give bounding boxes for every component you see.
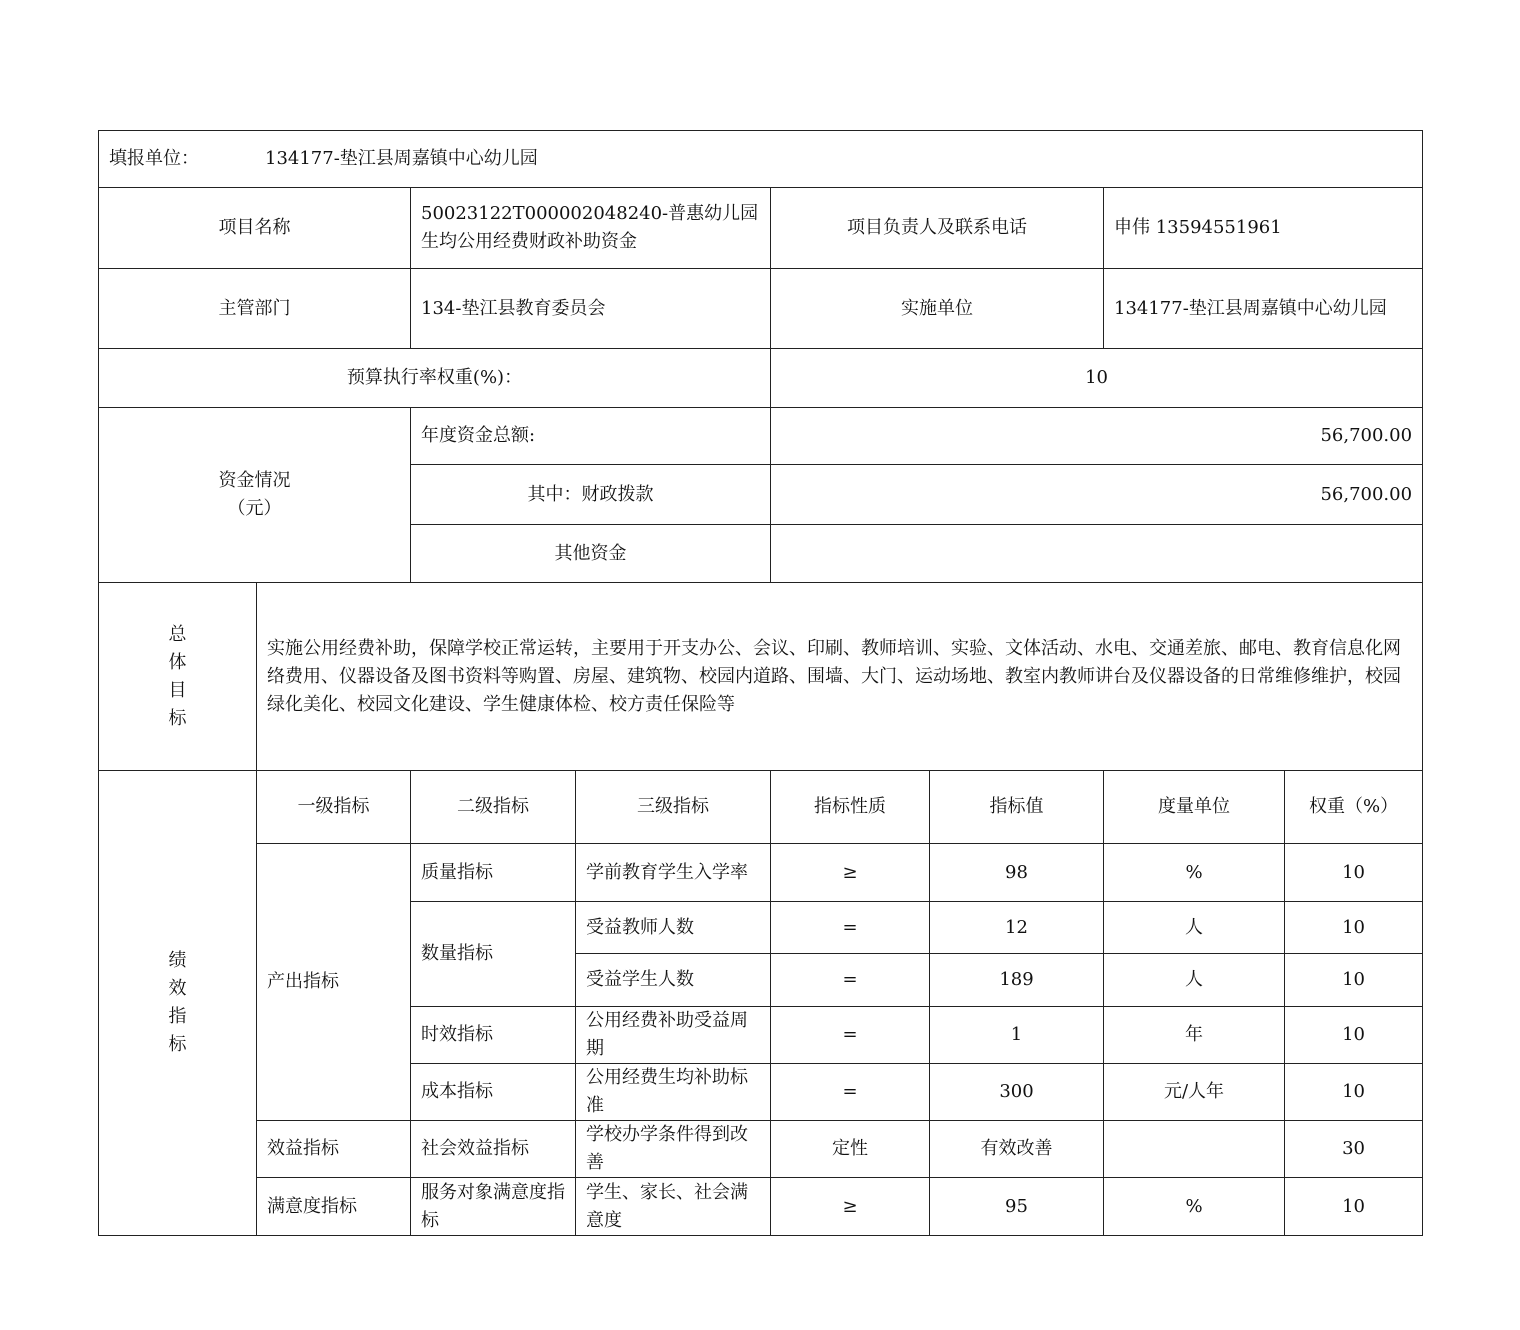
indicator-value: 189: [930, 954, 1104, 1007]
funds-total-label: 年度资金总额:: [411, 408, 771, 465]
funds-fiscal-label: 其中：财政拨款: [411, 465, 771, 525]
funds-other-label: 其他资金: [411, 525, 771, 583]
overall-goal-label: [99, 583, 257, 771]
indicator-nature: =: [771, 1007, 930, 1064]
level3-name: 公用经费生均补助标准: [576, 1064, 771, 1121]
level2-quality: 质量指标: [411, 844, 576, 902]
department-value: 134-垫江县教育委员会: [411, 269, 771, 349]
header-value: 指标值: [930, 771, 1104, 844]
level2-social: 社会效益指标: [411, 1121, 576, 1178]
project-name-row: [99, 188, 1423, 269]
overall-goal-label-char: 标: [168, 707, 187, 729]
level1-benefit: 效益指标: [257, 1121, 411, 1178]
indicator-weight: 30: [1285, 1121, 1423, 1178]
indicator-value: 1: [930, 1007, 1104, 1064]
indicator-unit: 年: [1104, 1007, 1285, 1064]
indicator-unit: 人: [1104, 902, 1285, 954]
reporting-unit-row: [99, 131, 1423, 188]
level3-name: 公用经费补助受益周期: [576, 1007, 771, 1064]
table-row: [99, 844, 1423, 902]
performance-label-char: 标: [168, 1034, 187, 1055]
funds-total-value: 56,700.00: [771, 408, 1423, 465]
funds-other-value: [771, 525, 1423, 583]
header-level1: 一级指标: [257, 771, 411, 844]
header-weight: 权重（%）: [1285, 771, 1423, 844]
performance-label: [99, 771, 257, 1236]
header-nature: 指标性质: [771, 771, 930, 844]
level3-name: 学生、家长、社会满意度: [576, 1178, 771, 1236]
level2-quantity: 数量指标: [411, 902, 576, 1007]
budget-weight-row: [99, 349, 1423, 408]
level2-cost: 成本指标: [411, 1064, 576, 1121]
overall-goal-row: [99, 583, 1423, 771]
indicator-nature: =: [771, 1064, 930, 1121]
form-table: [98, 130, 1423, 1236]
indicator-value: 有效改善: [930, 1121, 1104, 1178]
header-level3: 三级指标: [576, 771, 771, 844]
indicator-nature: ≥: [771, 844, 930, 902]
indicator-unit: 人: [1104, 954, 1285, 1007]
indicator-value: 98: [930, 844, 1104, 902]
project-owner-label: 项目负责人及联系电话: [771, 188, 1104, 269]
performance-header-row: [99, 771, 1423, 844]
implementing-unit-value: 134177-垫江县周嘉镇中心幼儿园: [1104, 269, 1423, 349]
indicator-nature: =: [771, 954, 930, 1007]
overall-goal-text: 实施公用经费补助，保障学校正常运转，主要用于开支办公、会议、印刷、教师培训、实验、文体活动、水电、交通差旅、邮电、教育信息化网络费用、仪器设备及图书资料等购置、房屋、建筑物、校园内道路、围墙、大门、运动场地、教室内教师讲台及仪器设备的日常维修维护，校园绿化美化、校园文化建设、学生健康体检、校方责任保险等: [257, 583, 1423, 771]
header-unit: 度量单位: [1104, 771, 1285, 844]
level3-name: 学前教育学生入学率: [576, 844, 771, 902]
indicator-unit: %: [1104, 1178, 1285, 1236]
level2-service: 服务对象满意度指标: [411, 1178, 576, 1236]
department-label: 主管部门: [99, 269, 411, 349]
funds-label-line2: （元）: [227, 498, 282, 519]
indicator-weight: 10: [1285, 1178, 1423, 1236]
funds-label: [99, 408, 411, 583]
overall-goal-label-char: 目: [168, 679, 187, 701]
level1-output: 产出指标: [257, 844, 411, 1121]
indicator-value: 95: [930, 1178, 1104, 1236]
indicator-nature: ≥: [771, 1178, 930, 1236]
reporting-unit-value: 134177-垫江县周嘉镇中心幼儿园: [265, 148, 538, 169]
table-row: [99, 1121, 1423, 1178]
performance-label-char: 绩: [168, 950, 187, 971]
indicator-value: 12: [930, 902, 1104, 954]
level2-timeliness: 时效指标: [411, 1007, 576, 1064]
indicator-nature: 定性: [771, 1121, 930, 1178]
table-row: [99, 1178, 1423, 1236]
level3-name: 学校办学条件得到改善: [576, 1121, 771, 1178]
level3-name: 受益学生人数: [576, 954, 771, 1007]
funds-label-line1: 资金情况: [218, 470, 291, 491]
indicator-weight: 10: [1285, 1064, 1423, 1121]
indicator-nature: =: [771, 902, 930, 954]
indicator-weight: 10: [1285, 954, 1423, 1007]
overall-goal-label-char: 总: [168, 623, 187, 645]
indicator-weight: 10: [1285, 1007, 1423, 1064]
reporting-unit-label: 填报单位：: [109, 148, 199, 169]
performance-form: [98, 130, 1422, 1236]
performance-label-char: 效: [168, 978, 187, 999]
project-owner-value: 申伟 13594551961: [1104, 188, 1423, 269]
performance-label-char: 指: [168, 1006, 187, 1027]
project-name-label: 项目名称: [99, 188, 411, 269]
level3-name: 受益教师人数: [576, 902, 771, 954]
indicator-unit: [1104, 1121, 1285, 1178]
budget-weight-label: 预算执行率权重(%)：: [99, 349, 771, 408]
project-name-value: 50023122T000002048240-普惠幼儿园生均公用经费财政补助资金: [411, 188, 771, 269]
funds-total-row: [99, 408, 1423, 465]
overall-goal-label-char: 体: [168, 651, 187, 673]
indicator-unit: 元/人年: [1104, 1064, 1285, 1121]
implementing-unit-label: 实施单位: [771, 269, 1104, 349]
reporting-unit-cell: [99, 131, 1423, 188]
department-row: [99, 269, 1423, 349]
indicator-weight: 10: [1285, 844, 1423, 902]
indicator-value: 300: [930, 1064, 1104, 1121]
level1-satisfaction: 满意度指标: [257, 1178, 411, 1236]
funds-fiscal-value: 56,700.00: [771, 465, 1423, 525]
indicator-unit: %: [1104, 844, 1285, 902]
indicator-weight: 10: [1285, 902, 1423, 954]
budget-weight-value: 10: [771, 349, 1423, 408]
header-level2: 二级指标: [411, 771, 576, 844]
